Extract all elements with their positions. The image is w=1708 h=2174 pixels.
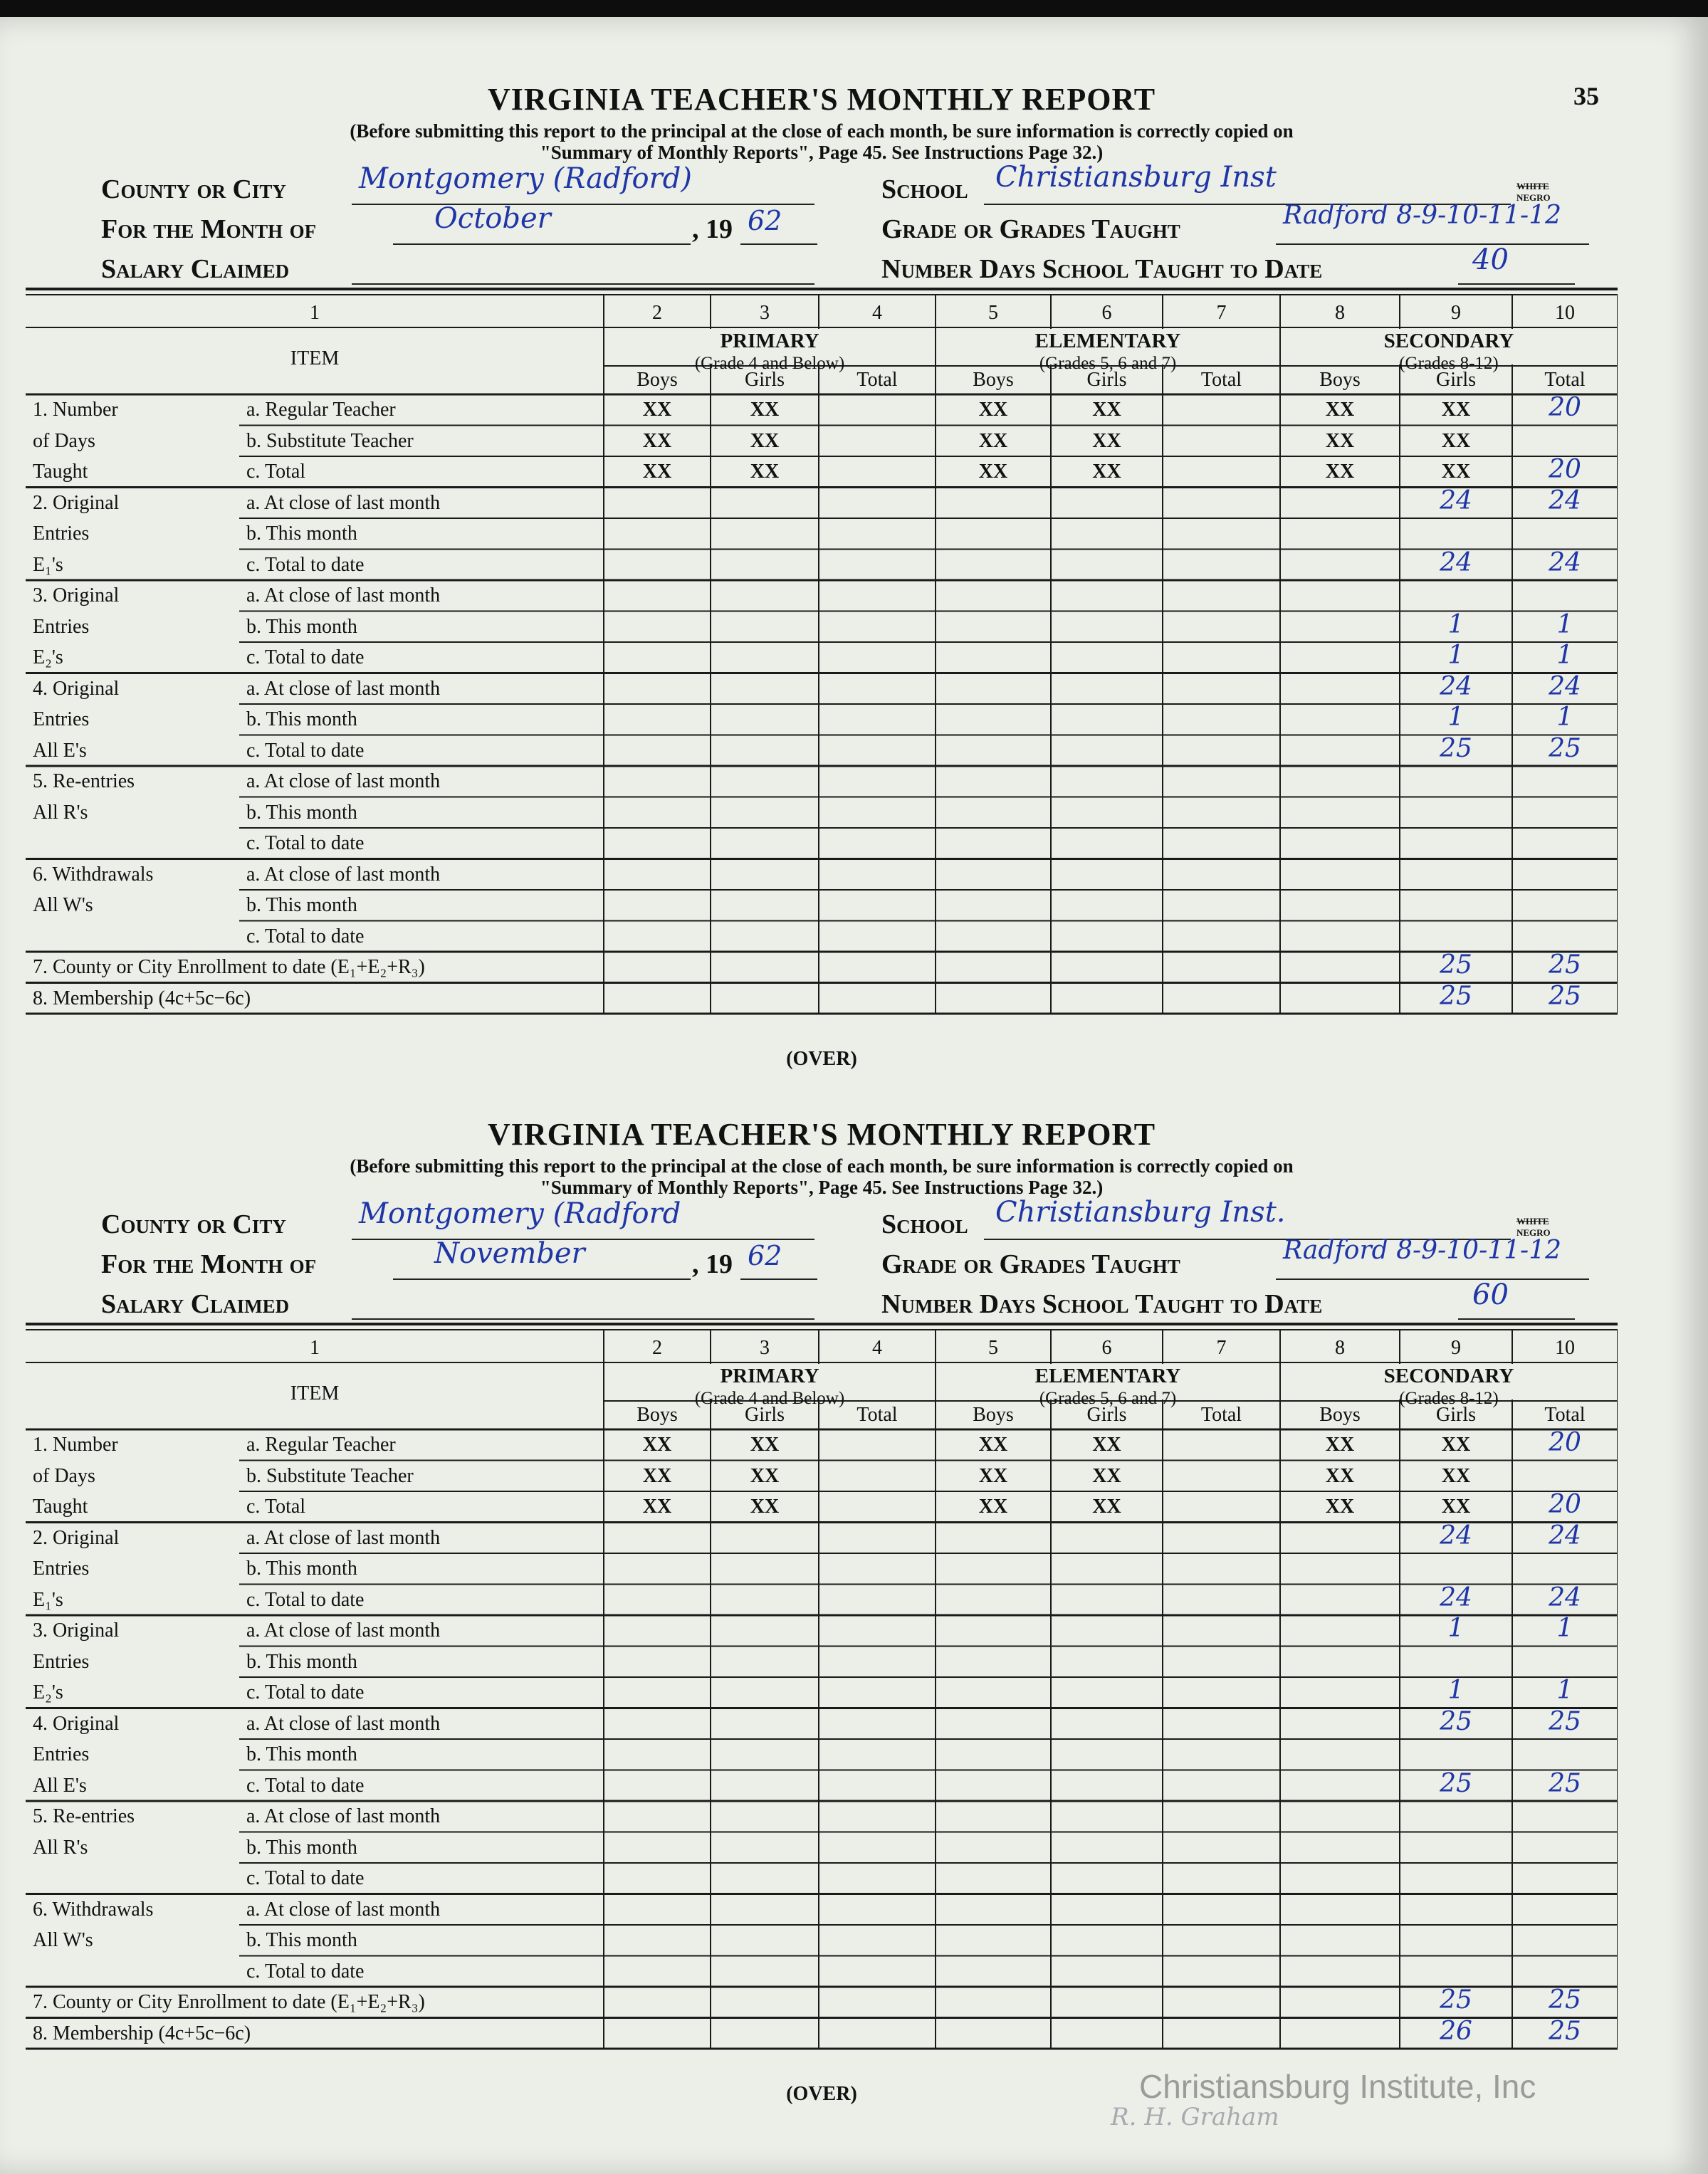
girls-value: 25 xyxy=(1440,733,1472,763)
column-number: 10 xyxy=(1555,302,1575,324)
row-item-label: c. Total to date xyxy=(246,739,365,762)
girls-value: 25 xyxy=(1440,981,1472,1011)
xx-marker: XX xyxy=(978,1496,1008,1518)
column-number: 10 xyxy=(1555,1337,1575,1359)
total-value: 1 xyxy=(1556,1614,1573,1643)
subcolumn-header: Total xyxy=(856,1404,898,1426)
column-number: 5 xyxy=(988,302,998,324)
row-item-label: c. Total to date xyxy=(246,1960,365,1983)
xx-marker: XX xyxy=(1325,1464,1355,1487)
girls-value: 1 xyxy=(1447,703,1465,732)
xx-marker: XX xyxy=(1441,1464,1471,1487)
county-line xyxy=(352,204,814,205)
subcolumn-header: Total xyxy=(856,369,898,391)
girls-value: 24 xyxy=(1440,1582,1472,1612)
row-group-label: Entries xyxy=(33,1743,90,1765)
column-number: 2 xyxy=(652,302,662,324)
subcolumn-header: Boys xyxy=(1319,1404,1361,1426)
row-group-label: of Days xyxy=(33,1464,95,1487)
group-subheader: (Grades 5, 6 and 7) xyxy=(1039,354,1177,373)
page-number: 35 xyxy=(1573,82,1599,110)
row-item-label: c. Total to date xyxy=(246,1681,365,1703)
column-number: 3 xyxy=(760,302,770,324)
total-value: 24 xyxy=(1549,1582,1581,1612)
salary-line xyxy=(352,283,814,285)
total-value: 1 xyxy=(1556,1676,1573,1705)
group-header: SECONDARY (Grades 8-12) xyxy=(1383,1365,1514,1408)
row-item-label: c. Total to date xyxy=(246,646,365,668)
subcolumn-header: Girls xyxy=(745,369,785,391)
county-value: Montgomery (Radford) xyxy=(359,162,692,195)
white-label: WHITE xyxy=(1516,1216,1549,1227)
days-line xyxy=(1458,1318,1575,1320)
county-label: County or City xyxy=(101,174,286,204)
subcolumn-header: Boys xyxy=(973,369,1014,391)
over-label: (OVER) xyxy=(786,2083,857,2105)
row-item-label: c. Total to date xyxy=(246,925,365,947)
days-value: 40 xyxy=(1472,243,1509,276)
month-line xyxy=(393,243,691,245)
negro-label: NEGRO xyxy=(1516,1227,1551,1238)
row-group-label: All R's xyxy=(33,1836,88,1859)
column-number: 8 xyxy=(1335,1337,1345,1359)
year-prefix: , 19 xyxy=(692,1249,733,1279)
row-group-label: 1. Number xyxy=(33,1434,118,1456)
row-membership-label: 8. Membership (4c+5c−6c) xyxy=(33,987,251,1009)
month-value: November xyxy=(434,1237,585,1270)
grades-label: Grade or Grades Taught xyxy=(881,1249,1180,1279)
column-number: 3 xyxy=(760,1337,770,1359)
year-line xyxy=(740,243,817,245)
row-membership-label: 8. Membership (4c+5c−6c) xyxy=(33,2022,251,2044)
row-enrollment-label: 7. County or City Enrollment to date (E₁+E₂+R₃) xyxy=(33,1991,425,2013)
negro-label: NEGRO xyxy=(1516,192,1551,203)
subcolumn-header: Total xyxy=(1200,1404,1242,1426)
group-header: ELEMENTARY (Grades 5, 6 and 7) xyxy=(1034,1365,1181,1408)
girls-value: 25 xyxy=(1440,1706,1472,1736)
row-item-label: b. This month xyxy=(246,708,357,730)
grades-line xyxy=(1276,1278,1589,1280)
month-line xyxy=(393,1278,691,1280)
column-number: 2 xyxy=(652,1337,662,1359)
faint-scribble: R. H. Graham xyxy=(1111,2103,1279,2131)
row-group-label: of Days xyxy=(33,429,95,452)
girls-value: 24 xyxy=(1440,1521,1472,1550)
row-item-label: a. At close of last month xyxy=(246,584,441,606)
row-group-label: Entries xyxy=(33,1558,90,1580)
white-label: WHITE xyxy=(1516,181,1549,191)
county-value: Montgomery (Radford xyxy=(359,1197,681,1230)
row-group-label: 4. Original xyxy=(33,677,120,700)
row-group-label: Taught xyxy=(33,461,88,483)
column-number: 5 xyxy=(988,1337,998,1359)
row-group-label: E₁'s xyxy=(33,553,63,576)
row-group-label: 6. Withdrawals xyxy=(33,1898,154,1921)
row-group-label: All E's xyxy=(33,739,87,762)
row-item-label: b. This month xyxy=(246,1558,357,1580)
xx-marker: XX xyxy=(1325,1496,1355,1518)
row-item-label: b. Substitute Teacher xyxy=(246,429,414,452)
subcolumn-header: Girls xyxy=(745,1404,785,1426)
subcolumn-header: Boys xyxy=(973,1404,1014,1426)
subcolumn-header: Boys xyxy=(636,1404,678,1426)
xx-marker: XX xyxy=(750,1496,780,1518)
salary-line xyxy=(352,1318,814,1320)
xx-marker: XX xyxy=(750,429,780,452)
school-label: School xyxy=(881,1209,968,1239)
total-value: 25 xyxy=(1549,981,1581,1011)
column-number: 1 xyxy=(310,302,320,324)
subcolumn-header: Boys xyxy=(1319,369,1361,391)
xx-marker: XX xyxy=(750,1464,780,1487)
xx-marker: XX xyxy=(642,1496,672,1518)
row-item-label: c. Total to date xyxy=(246,1774,365,1797)
xx-marker: XX xyxy=(1441,1434,1471,1456)
group-subheader: (Grades 8-12) xyxy=(1399,1389,1499,1408)
row-item-label: a. Regular Teacher xyxy=(246,1434,396,1456)
row-item-label: b. Substitute Teacher xyxy=(246,1464,414,1487)
total-value: 1 xyxy=(1556,641,1573,670)
column-number: 6 xyxy=(1101,1337,1112,1359)
group-header: SECONDARY (Grades 8-12) xyxy=(1383,330,1514,373)
column-number: 4 xyxy=(872,1337,882,1359)
row-item-label: b. This month xyxy=(246,1929,357,1951)
xx-marker: XX xyxy=(750,1434,780,1456)
row-item-label: c. Total to date xyxy=(246,1867,365,1889)
group-subheader: (Grades 8-12) xyxy=(1399,354,1499,373)
column-number: 4 xyxy=(872,302,882,324)
subcolumn-header: Girls xyxy=(1436,1404,1476,1426)
row-group-label: All W's xyxy=(33,1929,93,1951)
column-number: 1 xyxy=(310,1337,320,1359)
row-item-label: b. This month xyxy=(246,523,357,545)
group-header: ELEMENTARY (Grades 5, 6 and 7) xyxy=(1034,330,1181,373)
column-number: 6 xyxy=(1101,302,1112,324)
row-group-label: Entries xyxy=(33,1650,90,1673)
month-label: For the Month of xyxy=(101,1249,317,1279)
total-value: 20 xyxy=(1549,1428,1581,1457)
row-group-label: All R's xyxy=(33,801,88,824)
row-item-label: b. This month xyxy=(246,894,357,916)
girls-value: 24 xyxy=(1440,485,1472,515)
xx-marker: XX xyxy=(978,399,1008,421)
xx-marker: XX xyxy=(750,399,780,421)
group-header: PRIMARY (Grade 4 and Below) xyxy=(694,1365,845,1408)
group-subheader: (Grade 4 and Below) xyxy=(694,354,845,373)
row-group-label: All E's xyxy=(33,1774,87,1797)
row-item-label: a. At close of last month xyxy=(246,1526,441,1549)
group-subheader: (Grades 5, 6 and 7) xyxy=(1039,1389,1177,1408)
xx-marker: XX xyxy=(1441,461,1471,483)
county-label: County or City xyxy=(101,1209,286,1239)
row-group-label: Entries xyxy=(33,708,90,730)
girls-value: 25 xyxy=(1440,1768,1472,1798)
girls-value: 25 xyxy=(1440,950,1472,980)
girls-value: 1 xyxy=(1447,1676,1465,1705)
total-value: 24 xyxy=(1549,1521,1581,1550)
instructions-line-1: (Before submitting this report to the principal at the close of each month, be sure information is correctly copied on xyxy=(350,1155,1294,1177)
row-group-label: Entries xyxy=(33,523,90,545)
xx-marker: XX xyxy=(1092,1496,1121,1518)
total-value: 25 xyxy=(1549,950,1581,980)
xx-marker: XX xyxy=(1325,429,1355,452)
xx-marker: XX xyxy=(1441,1496,1471,1518)
column-number: 9 xyxy=(1451,1337,1461,1359)
total-value: 25 xyxy=(1549,1768,1581,1798)
row-item-label: c. Total to date xyxy=(246,553,365,576)
xx-marker: XX xyxy=(642,461,672,483)
row-enrollment-label: 7. County or City Enrollment to date (E₁+E₂+R₃) xyxy=(33,956,425,978)
xx-marker: XX xyxy=(1441,429,1471,452)
row-item-label: c. Total xyxy=(246,1496,306,1518)
total-value: 25 xyxy=(1549,1985,1581,2015)
column-number: 8 xyxy=(1335,302,1345,324)
column-number: 7 xyxy=(1216,302,1227,324)
row-item-label: a. Regular Teacher xyxy=(246,399,396,421)
grades-label: Grade or Grades Taught xyxy=(881,214,1180,244)
girls-value: 24 xyxy=(1440,547,1472,577)
row-item-label: a. At close of last month xyxy=(246,1805,441,1827)
girls-value: 1 xyxy=(1447,1614,1465,1643)
xx-marker: XX xyxy=(1092,1434,1121,1456)
row-group-label: Taught xyxy=(33,1496,88,1518)
girls-value: 25 xyxy=(1440,1985,1472,2015)
group-header: PRIMARY (Grade 4 and Below) xyxy=(694,330,845,373)
instructions-line-2: "Summary of Monthly Reports", Page 45. See Instructions Page 32.) xyxy=(540,1177,1104,1198)
column-number: 7 xyxy=(1216,1337,1227,1359)
row-group-label: 2. Original xyxy=(33,1526,120,1549)
row-item-label: c. Total to date xyxy=(246,832,365,854)
instructions-line-2: "Summary of Monthly Reports", Page 45. See Instructions Page 32.) xyxy=(540,142,1104,163)
row-item-label: a. At close of last month xyxy=(246,1619,441,1642)
year-line xyxy=(740,1278,817,1280)
total-value: 25 xyxy=(1549,2016,1581,2046)
total-value: 20 xyxy=(1549,1490,1581,1519)
xx-marker: XX xyxy=(642,399,672,421)
item-header: ITEM xyxy=(290,1382,340,1404)
row-group-label: 3. Original xyxy=(33,1619,120,1642)
row-item-label: a. At close of last month xyxy=(246,863,441,886)
total-value: 1 xyxy=(1556,703,1573,732)
row-item-label: a. At close of last month xyxy=(246,770,441,792)
watermark: Christiansburg Institute, Inc xyxy=(1139,2068,1536,2105)
xx-marker: XX xyxy=(750,461,780,483)
girls-value: 24 xyxy=(1440,671,1472,701)
xx-marker: XX xyxy=(1325,399,1355,421)
total-value: 1 xyxy=(1556,609,1573,639)
xx-marker: XX xyxy=(642,1434,672,1456)
xx-marker: XX xyxy=(1441,399,1471,421)
row-group-label: 3. Original xyxy=(33,584,120,606)
total-value: 24 xyxy=(1549,671,1581,701)
instructions-line-1: (Before submitting this report to the principal at the close of each month, be sure information is correctly copied on xyxy=(350,120,1294,142)
total-value: 25 xyxy=(1549,1706,1581,1736)
subcolumn-header: Total xyxy=(1544,369,1586,391)
row-item-label: a. At close of last month xyxy=(246,677,441,700)
xx-marker: XX xyxy=(978,429,1008,452)
column-number: 9 xyxy=(1451,302,1461,324)
row-group-label: All W's xyxy=(33,894,93,916)
school-value: Christiansburg Inst xyxy=(995,161,1277,194)
group-subheader: (Grade 4 and Below) xyxy=(694,1389,845,1408)
girls-value: 1 xyxy=(1447,641,1465,670)
row-group-label: 5. Re-entries xyxy=(33,770,135,792)
report-page xyxy=(0,17,1708,2174)
subcolumn-header: Total xyxy=(1200,369,1242,391)
days-value: 60 xyxy=(1472,1278,1509,1311)
total-value: 24 xyxy=(1549,547,1581,577)
report-table xyxy=(26,1323,1618,2067)
xx-marker: XX xyxy=(1325,1434,1355,1456)
girls-value: 1 xyxy=(1447,609,1465,639)
xx-marker: XX xyxy=(642,429,672,452)
total-value: 20 xyxy=(1549,393,1581,422)
row-group-label: E₂'s xyxy=(33,1681,63,1703)
row-group-label: 6. Withdrawals xyxy=(33,863,154,886)
grades-value: Radford 8-9-10-11-12 xyxy=(1283,201,1562,230)
xx-marker: XX xyxy=(1092,399,1121,421)
row-item-label: b. This month xyxy=(246,1743,357,1765)
total-value: 20 xyxy=(1549,455,1581,484)
grades-line xyxy=(1276,243,1589,245)
xx-marker: XX xyxy=(642,1464,672,1487)
month-value: October xyxy=(434,202,551,235)
over-label: (OVER) xyxy=(786,1048,857,1070)
school-value: Christiansburg Inst. xyxy=(995,1196,1286,1229)
days-label: Number Days School Taught to Date xyxy=(881,254,1323,284)
report-title: VIRGINIA TEACHER'S MONTHLY REPORT xyxy=(487,82,1156,117)
subcolumn-header: Boys xyxy=(636,369,678,391)
year-value: 62 xyxy=(748,205,782,236)
row-item-label: b. This month xyxy=(246,1836,357,1859)
salary-label: Salary Claimed xyxy=(101,1289,290,1319)
row-item-label: a. At close of last month xyxy=(246,1898,441,1921)
xx-marker: XX xyxy=(1092,429,1121,452)
row-item-label: b. This month xyxy=(246,1650,357,1673)
item-header: ITEM xyxy=(290,347,340,369)
row-item-label: c. Total xyxy=(246,461,306,483)
month-label: For the Month of xyxy=(101,214,317,244)
row-group-label: Entries xyxy=(33,615,90,638)
grades-value: Radford 8-9-10-11-12 xyxy=(1283,1236,1562,1265)
row-item-label: a. At close of last month xyxy=(246,491,441,514)
subcolumn-header: Girls xyxy=(1436,369,1476,391)
xx-marker: XX xyxy=(1325,461,1355,483)
total-value: 24 xyxy=(1549,485,1581,515)
report-table xyxy=(26,288,1618,1032)
days-label: Number Days School Taught to Date xyxy=(881,1289,1323,1319)
xx-marker: XX xyxy=(978,1464,1008,1487)
row-item-label: c. Total to date xyxy=(246,1588,365,1611)
xx-marker: XX xyxy=(1092,461,1121,483)
report-title: VIRGINIA TEACHER'S MONTHLY REPORT xyxy=(487,1117,1156,1152)
xx-marker: XX xyxy=(978,1434,1008,1456)
total-value: 25 xyxy=(1549,733,1581,763)
row-item-label: b. This month xyxy=(246,801,357,824)
salary-label: Salary Claimed xyxy=(101,254,290,284)
days-line xyxy=(1458,283,1575,285)
subcolumn-header: Total xyxy=(1544,1404,1586,1426)
girls-value: 26 xyxy=(1440,2016,1472,2046)
row-group-label: 1. Number xyxy=(33,399,118,421)
subcolumn-header: Girls xyxy=(1086,369,1127,391)
row-group-label: 2. Original xyxy=(33,491,120,514)
row-group-label: E₂'s xyxy=(33,646,63,668)
xx-marker: XX xyxy=(1092,1464,1121,1487)
row-group-label: 5. Re-entries xyxy=(33,1805,135,1827)
row-group-label: 4. Original xyxy=(33,1712,120,1735)
row-item-label: a. At close of last month xyxy=(246,1712,441,1735)
row-group-label: E₁'s xyxy=(33,1588,63,1611)
subcolumn-header: Girls xyxy=(1086,1404,1127,1426)
row-item-label: b. This month xyxy=(246,615,357,638)
year-prefix: , 19 xyxy=(692,214,733,244)
xx-marker: XX xyxy=(978,461,1008,483)
year-value: 62 xyxy=(748,1240,782,1271)
school-label: School xyxy=(881,174,968,204)
